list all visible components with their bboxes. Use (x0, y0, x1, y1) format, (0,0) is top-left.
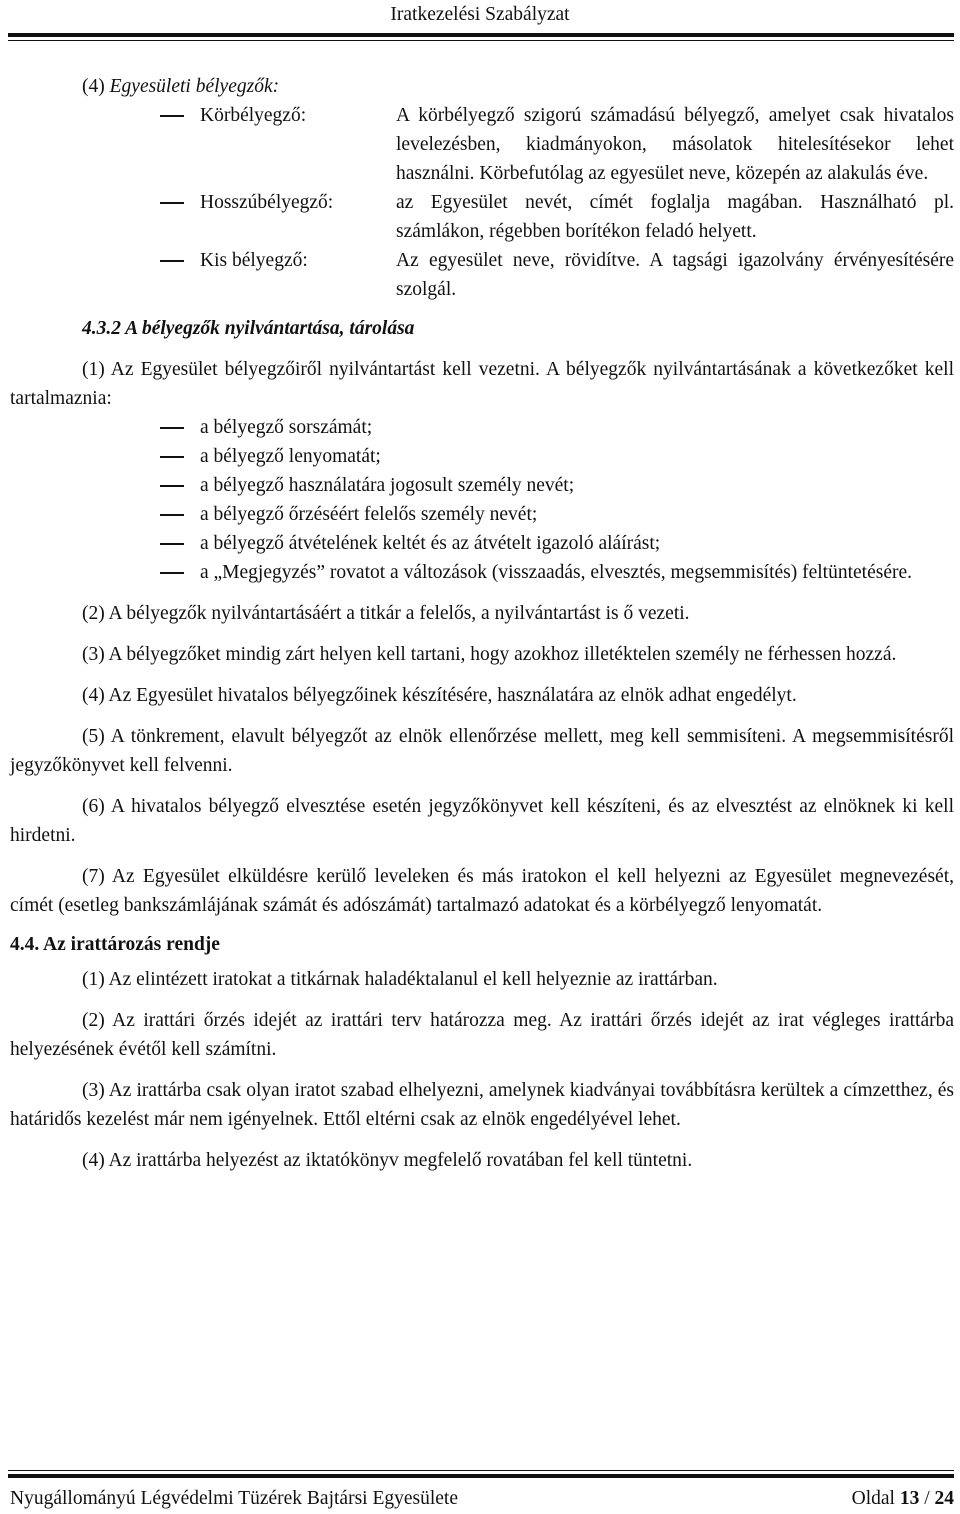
list-item (160, 413, 954, 442)
footer-page-number (852, 1484, 954, 1514)
footer (10, 1484, 954, 1514)
stamps-intro-title: Egyesületi bélyegzők: (109, 76, 280, 97)
stamp-label: Hosszúbélyegző: (200, 192, 334, 213)
list-item-text: a bélyegző őrzéséért felelős személy nevét; (200, 504, 538, 525)
list-item-text: a bélyegző sorszámát; (200, 417, 373, 438)
stamps-intro (10, 72, 954, 101)
footer-organization: Nyugállományú Légvédelmi Tüzérek Bajtársi Egyesülete (10, 1488, 458, 1509)
dash-bullet (160, 101, 200, 188)
dash-bullet (160, 471, 200, 500)
list-item (160, 471, 954, 500)
list-item (160, 529, 954, 558)
page-label: Oldal (851, 1488, 900, 1509)
page-current: 13 (899, 1488, 920, 1509)
dash-bullet (160, 558, 200, 587)
dash-bullet (160, 246, 200, 304)
paragraph-3: (3) A bélyegzőket mindig zárt helyen kell tartani, hogy azokhoz illetéktelen személy ne férhessen hozzá. (82, 644, 897, 665)
stamp-description: Az egyesület neve, rövidítve. A tagsági igazolvány érvényesítésére szolgál. (396, 250, 954, 300)
paragraph-4: (4) Az Egyesület hivatalos bélyegzőinek készítésére, használatára az elnök adhat engedélyt. (82, 685, 797, 706)
paragraph-2: (2) A bélyegzők nyilvántartásáért a titkár a felelős, a nyilvántartást is ő vezeti. (82, 603, 690, 624)
dash-bullet (160, 188, 200, 246)
list-item-text: a bélyegző átvételének keltét és az átvételt igazoló aláírást; (200, 533, 661, 554)
footer-rule-thin (8, 1470, 954, 1471)
list-item-text: a „Megjegyzés” rovatot a változások (visszaadás, elvesztés, megsemmisítés) feltüntetésére. (200, 562, 913, 583)
section-4-4-heading: 4.4. Az irattározás rendje (10, 934, 220, 955)
archive-paragraph-2: (2) Az irattári őrzés idejét az irattári terv határozza meg. Az irattári őrzés idejét az irat végleges irattárba helyezésének évétől kell számítni. (10, 1010, 954, 1060)
header-rule-thin (8, 40, 954, 41)
dash-bullet (160, 413, 200, 442)
stamp-label: Kis bélyegző: (200, 250, 308, 271)
footer-rule-thick (8, 1474, 954, 1478)
stamp-label: Körbélyegző: (200, 105, 307, 126)
header-title: Iratkezelési Szabályzat (390, 4, 570, 25)
paragraph-5: (5) A tönkrement, elavult bélyegzőt az elnök ellenőrzése mellett, meg kell semmisíteni. A megsemmisítésről jegyzőkönyvet kell felvenni. (10, 726, 954, 776)
paragraph-6: (6) A hivatalos bélyegző elvesztése esetén jegyzőkönyvet kell készíteni, és az elvesztést az elnöknek ki kell hirdetni. (10, 796, 954, 846)
stamp-description: az Egyesület nevét, címét foglalja magában. Használható pl. számlákon, régebben borítékon feladó helyett. (396, 192, 954, 242)
page-total: 24 (934, 1488, 954, 1509)
list-item (160, 558, 954, 587)
list-item-text: a bélyegző lenyomatát; (200, 446, 381, 467)
dash-bullet (160, 442, 200, 471)
document-content (10, 72, 954, 1175)
paragraph-1: (1) Az Egyesület bélyegzőiről nyilvántartást kell vezetni. A bélyegzők nyilvántartásának a következőket kell tartalmaznia: (10, 359, 954, 409)
list-item (160, 500, 954, 529)
archive-paragraph-3: (3) Az irattárba csak olyan iratot szabad elhelyezni, amelynek kiadványai továbbításra kerültek a címzetthez, és határidős kezelést már nem igényelnek. Ettől eltérni csak az elnök engedélyével lehet. (10, 1080, 954, 1130)
list-item (160, 442, 954, 471)
stamps-intro-number: (4) (82, 76, 110, 97)
archive-paragraph-4: (4) Az irattárba helyezést az iktatókönyv megfelelő rovatában fel kell tüntetni. (82, 1150, 693, 1171)
section-4-3-2-heading: 4.3.2 A bélyegzők nyilvántartása, tárolása (82, 318, 415, 339)
archive-paragraph-1: (1) Az elintézett iratokat a titkárnak haladéktalanul el kell helyeznie az irattárban. (82, 969, 718, 990)
page-separator: / (919, 1488, 935, 1509)
list-item-text: a bélyegző használatára jogosult személy nevét; (200, 475, 575, 496)
register-contents-list (10, 413, 954, 587)
stamp-description: A körbélyegző szigorú számadású bélyegző, amelyet csak hivatalos levelezésben, kiadmányokon, másolatok hitelesítésekor lehet használni. Körbefutólag az egyesület neve, közepén az alakulás éve. (396, 105, 954, 184)
stamp-item-long (160, 188, 954, 246)
header-rule-thick (8, 33, 954, 37)
paragraph-7: (7) Az Egyesület elküldésre kerülő leveleken és más iratokon el kell helyezni az Egyesület megnevezését, címét (esetleg bankszámlájának számát és adószámát) tartalmazó adatokat és a körbélyegző lenyomatát. (10, 866, 954, 916)
stamp-item-circular (160, 101, 954, 188)
dash-bullet (160, 529, 200, 558)
stamp-item-small (160, 246, 954, 304)
dash-bullet (160, 500, 200, 529)
